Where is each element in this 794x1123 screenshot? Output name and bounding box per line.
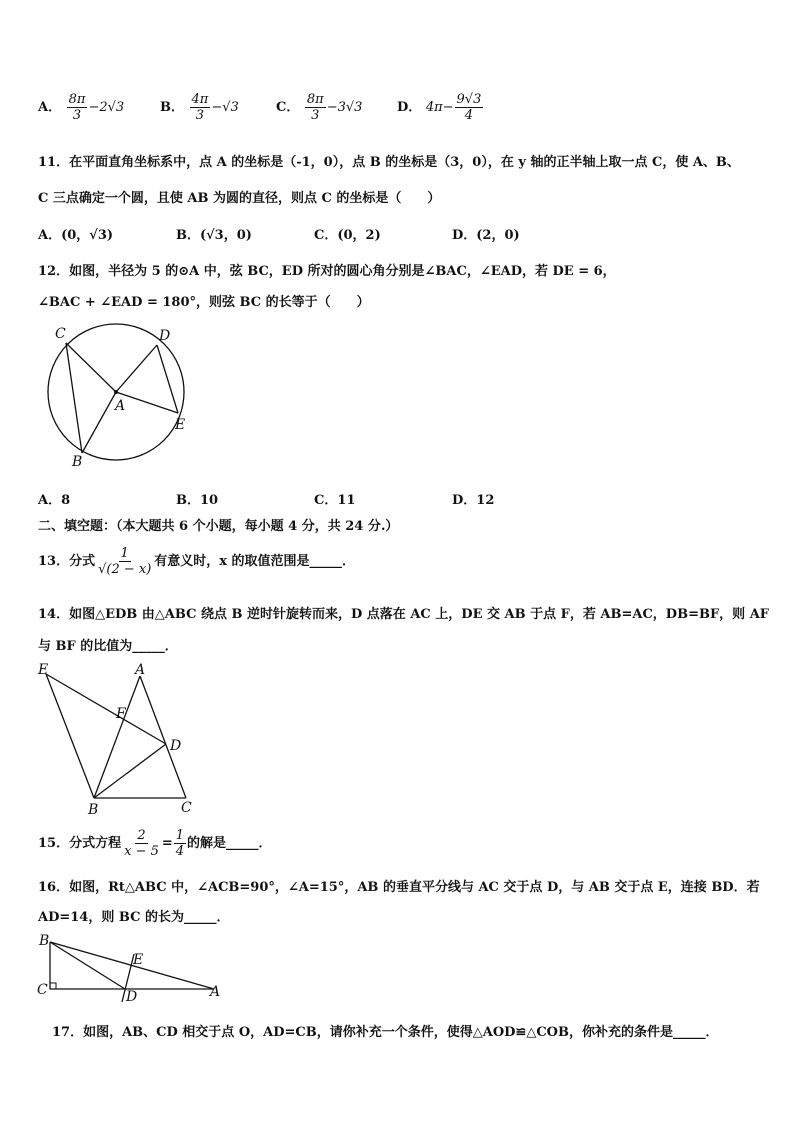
q12-radius-ac xyxy=(66,343,116,392)
q14-line-1: 14．如图△EDB 由△ABC 绕点 B 逆时针旋转而来，D 点落在 AC 上，DE 交 AB 于点 F，若 AB=AC，DB=BF，则 AF xyxy=(38,607,770,622)
q14-segment-ab xyxy=(94,676,140,798)
q10-a-num: 8π xyxy=(68,92,86,107)
q15-fraction-left xyxy=(122,828,161,859)
q11-option-c: C．(0，2) xyxy=(314,228,381,243)
q10-b-rest: −√3 xyxy=(211,100,239,115)
q16-triangle-figure xyxy=(36,932,226,1005)
q10-b-label: B． xyxy=(160,100,184,115)
q13-den: √(2 − x) xyxy=(98,562,152,577)
q10-b-den: 3 xyxy=(195,108,205,123)
q14-label-f: F xyxy=(116,706,126,722)
q14-label-c: C xyxy=(181,800,192,816)
q16-segment-bd xyxy=(50,942,125,989)
q16-label-a: A xyxy=(210,984,221,1000)
section-2-heading: 二、填空题：（本大题共 6 个小题，每小题 4 分，共 24 分.） xyxy=(38,519,399,534)
q10-a-fraction xyxy=(67,92,88,123)
q12-label-e: E xyxy=(175,417,186,433)
q10-a-den: 3 xyxy=(72,108,82,123)
q10-option-c xyxy=(276,92,362,123)
q16-label-e: E xyxy=(133,952,144,968)
q10-a-label: A． xyxy=(38,100,62,115)
q14-segment-ac xyxy=(140,676,186,798)
q16-line-1: 16．如图，Rt△ABC 中，∠ACB=90°，∠A=15°，AB 的垂直平分线与 AC 交于点 D，与 AB 交于点 E，连接 BD．若 xyxy=(38,880,760,895)
q10-c-num: 8π xyxy=(306,92,324,107)
q14-label-d: D xyxy=(170,738,182,754)
q13-fraction xyxy=(96,546,153,577)
q13-post: 有意义时，x 的取值范围是_____． xyxy=(154,554,356,569)
q15-num2: 1 xyxy=(175,828,185,843)
q13-pre: 13．分式 xyxy=(38,554,96,569)
q15-den1: x − 5 xyxy=(124,844,159,859)
q16-label-c: C xyxy=(37,982,48,998)
q10-a-rest: −2√3 xyxy=(88,100,125,115)
q15-fraction-right xyxy=(174,828,186,859)
q10-d-label: D． xyxy=(397,100,422,115)
q15-equals: = xyxy=(161,836,173,851)
q12-option-a: A．8 xyxy=(38,493,71,508)
q11-line-2: C 三点确定一个圆，且使 AB 为圆的直径，则点 C 的坐标是（ ） xyxy=(38,191,441,206)
q14-segment-eb xyxy=(46,674,94,798)
q13-line xyxy=(38,546,355,577)
q14-triangle-figure xyxy=(36,660,206,820)
q10-c-den: 3 xyxy=(311,108,320,123)
q12-radius-ad xyxy=(116,345,157,392)
q12-option-c: C．11 xyxy=(314,493,356,508)
q12-option-d: D．12 xyxy=(452,493,495,508)
q14-label-a: A xyxy=(135,662,146,678)
q10-d-fraction xyxy=(455,92,484,123)
q15-pre: 15．分式方程 xyxy=(38,836,122,851)
q16-line-2: AD=14，则 BC 的长为_____． xyxy=(38,910,230,925)
q17-line: 17．如图，AB、CD 相交于点 O，AD=CB，请你补充一个条件，使得△AOD≌△COB，你补充的条件是_____． xyxy=(52,1025,719,1040)
q10-c-fraction xyxy=(305,92,326,123)
q10-c-label: C． xyxy=(276,100,300,115)
q12-line-1: 12．如图，半径为 5 的⊙A 中，弦 BC，ED 所对的圆心角分别是∠BAC，∠EAD，若 DE = 6， xyxy=(38,264,616,279)
q12-chord-bc xyxy=(66,343,82,453)
q10-b-num: 4π xyxy=(191,92,209,107)
q11-option-b: B．(√3，0) xyxy=(176,228,252,243)
q13-num: 1 xyxy=(120,546,129,561)
q16-segment-ba xyxy=(50,942,214,989)
q10-option-a xyxy=(38,92,124,123)
q16-label-d: D xyxy=(126,989,138,1005)
q14-line-2: 与 BF 的比值为_____． xyxy=(38,639,178,654)
q10-option-d xyxy=(397,92,484,123)
q12-label-c: C xyxy=(55,326,66,342)
q11-option-a: A．(0，√3) xyxy=(38,228,114,243)
q16-label-b: B xyxy=(39,933,50,949)
q15-den2: 4 xyxy=(175,844,185,859)
q10-d-pre: 4π− xyxy=(425,100,454,115)
q10-d-num: 9√3 xyxy=(456,92,482,107)
q11-line-1: 11．在平面直角坐标系中，点 A 的坐标是（-1，0），点 B 的坐标是（3，0），在 y 轴的正半轴上取一点 C，使 A、B、 xyxy=(38,155,740,170)
q14-label-b: B xyxy=(88,802,99,818)
q16-right-angle-mark xyxy=(50,983,56,989)
q10-option-b xyxy=(160,92,239,123)
q11-option-d: D．(2，0) xyxy=(452,228,520,243)
q12-label-a: A xyxy=(115,398,126,414)
q10-b-fraction xyxy=(190,92,211,123)
q12-center-dot xyxy=(114,390,118,394)
q10-d-den: 4 xyxy=(464,108,474,123)
q12-line-2: ∠BAC + ∠EAD = 180°，则弦 BC 的长等于（ ） xyxy=(38,295,370,310)
q12-label-d: D xyxy=(159,328,171,344)
q14-label-e: E xyxy=(38,662,49,678)
q10-c-rest: −3√3 xyxy=(326,100,363,115)
q12-chord-de xyxy=(157,345,178,413)
q12-radius-ae xyxy=(116,392,178,413)
q15-post: 的解是_____． xyxy=(187,836,272,851)
q12-label-b: B xyxy=(72,454,83,470)
q14-segment-ed xyxy=(46,674,166,744)
q12-option-b: B．10 xyxy=(176,493,219,508)
q12-radius-ab xyxy=(82,392,116,453)
q15-line xyxy=(38,828,272,859)
q15-num1: 2 xyxy=(137,828,146,843)
q12-circle-figure xyxy=(45,320,195,470)
